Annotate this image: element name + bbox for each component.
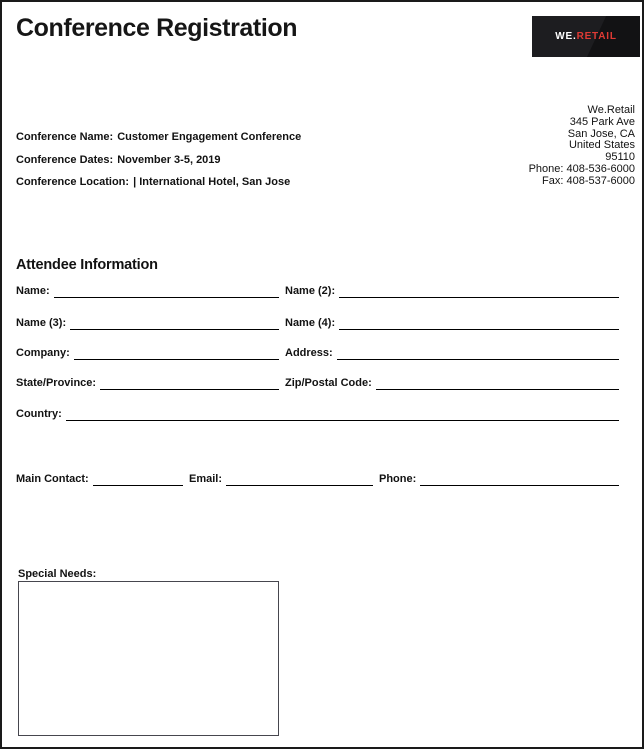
field-name-4: [285, 316, 619, 330]
state-province-label: State/Province:: [16, 377, 97, 389]
country-fill-line[interactable]: [66, 407, 619, 421]
form-row-country: [16, 407, 619, 421]
conference-dates-label: Conference Dates:: [16, 153, 114, 166]
page-title: Conference Registration: [16, 14, 298, 42]
field-company: [16, 346, 279, 360]
address-line-city: San Jose, CA: [567, 127, 635, 140]
conference-location-value: | International Hotel, San Jose: [133, 176, 291, 188]
conference-details: [16, 131, 301, 199]
attendee-information-heading: Attendee Information: [16, 257, 158, 273]
email-label: Email:: [189, 473, 223, 485]
phone-fill-line[interactable]: [420, 472, 619, 486]
address-fill-line[interactable]: [337, 346, 619, 360]
conference-name-line: [16, 131, 301, 143]
conference-name-label: Conference Name:: [16, 131, 114, 143]
name-label: Name:: [16, 285, 50, 297]
zip-postal-code-label: Zip/Postal Code:: [285, 377, 372, 389]
state-province-fill-line[interactable]: [100, 376, 279, 390]
address-label: Address:: [285, 347, 333, 359]
zip-postal-code-fill-line[interactable]: [376, 376, 619, 390]
country-label: Country:: [16, 408, 62, 420]
field-address: [285, 346, 619, 360]
field-zip-postal-code: [285, 376, 619, 390]
name-2-fill-line[interactable]: [339, 284, 619, 298]
logo-text-retail: RETAIL: [576, 31, 617, 42]
name-2-label: Name (2):: [285, 285, 336, 297]
field-name: [16, 284, 279, 298]
address-line-company: We.Retail: [587, 104, 635, 116]
weretail-logo: [532, 16, 640, 57]
address-line-street: 345 Park Ave: [569, 115, 635, 128]
field-name-2: [285, 284, 619, 298]
form-row-state-zip: [16, 376, 619, 390]
name-4-label: Name (4):: [285, 317, 336, 329]
conference-dates-value: November 3-5, 2019: [117, 153, 221, 166]
field-phone: [379, 472, 619, 486]
address-line-zip: 95110: [605, 151, 635, 164]
phone-label: Phone:: [379, 473, 417, 485]
field-main-contact: [16, 472, 183, 486]
form-row-names-1: [16, 284, 619, 298]
form-row-company-address: [16, 346, 619, 360]
form-row-contact: [16, 472, 619, 486]
name-4-fill-line[interactable]: [339, 316, 619, 330]
company-fill-line[interactable]: [74, 346, 279, 360]
name-3-fill-line[interactable]: [70, 316, 279, 330]
conference-location-line: [16, 176, 301, 188]
address-line-phone: Phone: 408-536-6000: [528, 162, 635, 175]
special-needs-textbox[interactable]: [18, 581, 279, 736]
field-name-3: [16, 316, 279, 330]
name-fill-line[interactable]: [54, 284, 279, 298]
main-contact-fill-line[interactable]: [93, 472, 183, 486]
conference-location-label: Conference Location:: [16, 176, 130, 188]
conference-name-value: Customer Engagement Conference: [117, 131, 302, 143]
company-address-block: [529, 105, 635, 188]
main-contact-label: Main Contact:: [16, 473, 89, 485]
special-needs-label: Special Needs:: [18, 568, 97, 580]
address-line-fax: Fax: 408-537-6000: [542, 174, 635, 187]
name-3-label: Name (3):: [16, 317, 67, 329]
logo-text-we: WE.: [555, 31, 577, 42]
field-state-province: [16, 376, 279, 390]
email-fill-line[interactable]: [226, 472, 373, 486]
address-line-country: United States: [568, 139, 635, 152]
company-label: Company:: [16, 347, 70, 359]
field-email: [189, 472, 373, 486]
weretail-logo-text: [555, 31, 616, 42]
form-row-names-2: [16, 316, 619, 330]
conference-dates-line: [16, 154, 301, 166]
field-country: [16, 407, 619, 421]
